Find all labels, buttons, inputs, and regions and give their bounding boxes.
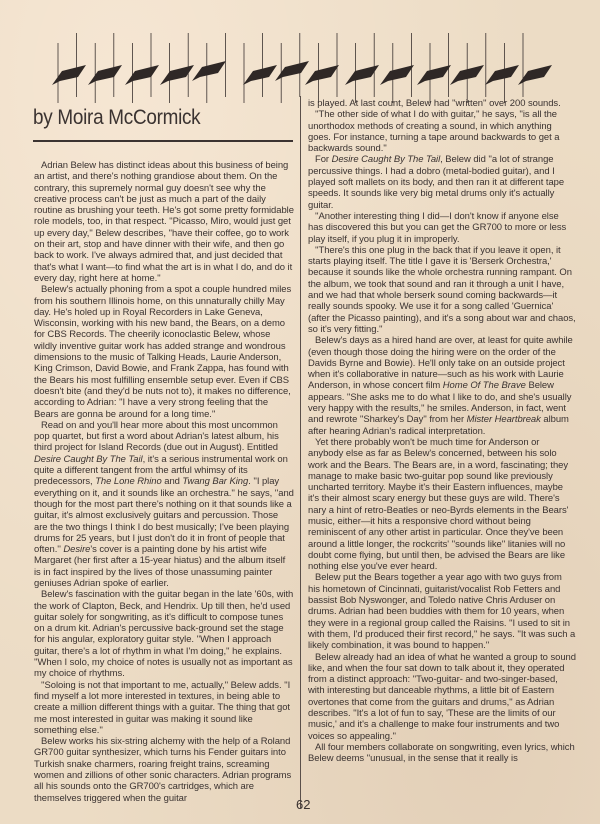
italic-title-text: Desire Caught By The Tail [34, 453, 143, 465]
paragraph [34, 736, 294, 804]
title-glyph [485, 65, 519, 85]
paragraph [34, 420, 294, 589]
body-text: Belew's fascination with the guitar began in the late '60s, with the work of Clapton, Beck, and Hendrix. Up till then, he'd used guitar solely for songwriting, as it's difficult to compose tunes on a drum kit. Adrian's percussive back-ground set the stage for his angular, exploratory guitar style. ''When I approach guitar, there's a lot of rhythm in what I'm doing,'' he explains. ''When I solo, my choice of notes is usually not as important as my choice of rhythms. [34, 589, 294, 680]
body-text: Read on and you'll hear more about this most uncommon pop quartet, but first a word about Adrian's latest album, his third project for Island Records (due out in August). Entitled [34, 419, 279, 454]
body-text: ''There's this one plug in the back that if you leave it open, it starts playing itself. The title I gave it is 'Berserk Orchestra,' because it sounds like the whole orchestra running rampant. On the album, we took that sound and ran it through a unit I have, and we had that whole berserk sound coming backwards—it really sounds spooky. We use it for a song called 'Guernica' (after the Picasso painting), and it's a song about war and chaos, so it's very fitting.'' [308, 244, 576, 335]
title-glyph [125, 65, 159, 85]
stylized-title-logo [40, 25, 560, 105]
paragraph [308, 245, 576, 335]
page-number: 62 [296, 797, 311, 812]
italic-title-text: Mister Heartbreak [466, 414, 541, 426]
italic-title-text: Desire Caught By The Tail [331, 154, 441, 166]
body-text: Belew already had an idea of what he wanted a group to sound like, and when the four sat down to talk about it, they operated from a distinct approach: ''Two-guitar- and two-singer-based, with interesting but danceable rhythms, a little bit of Eastern overtones that come from the guitars and drums,'' as Adrian describes. ''It's a lot of fun to say, 'These are the limits of our music,' and it's a challenge to make four instruments and two voices so appealing.'' [308, 651, 576, 742]
title-glyph [380, 65, 414, 85]
paragraph [308, 154, 576, 210]
title-glyph [417, 65, 451, 85]
paragraph [34, 680, 294, 736]
body-text: 's cover is a painting done by his artist wife Margaret (her first after a 15-year hiatus) and the album itself is in fact inspired by the lives of those unassuming painter geniuses Adrian spoke of earlier. [34, 544, 286, 589]
paragraph [34, 589, 294, 679]
article-column-left [34, 160, 294, 804]
paragraph [308, 742, 576, 765]
body-text: ''Soloing is not that important to me, actually,'' Belew adds. ''I find myself a lot more interested in textures, in being able to create a million different things with a guitar. The thing that got me most interested in guitar was making it sound like something else.'' [34, 679, 291, 736]
italic-title-text: Twang Bar King [182, 476, 249, 488]
paragraph [34, 160, 294, 284]
body-text: and [161, 476, 183, 488]
paragraph [308, 652, 576, 742]
body-text: . ''I play everything on it, and it sounds like an orchestra.'' he says, ''and though for the most part there's nothing on it that sounds like a guitar, it's almost exclusively guitars and percussion. Those are the two things I think I do best musically; I've been playing drums for 25 years, but I just don't do it in front of people that often.'' [34, 476, 294, 556]
body-text: Belew appears. ''She asks me to do what I like to do, and she's usually very happy with the results,'' he smiles. Anderson, in fact, went and rewrote ''Sharkey's Day'' from her [308, 380, 572, 426]
paragraph [308, 98, 576, 109]
italic-title-text: The Lone Rhino [95, 476, 162, 488]
body-text: , Belew did ''a lot of strange percussive things. I had a dobro (metal-bodied guitar), and I played soft mallets on its body, and then ran it at different tape speeds. It sounds like very big metal drums only it's actually guitar. [308, 154, 565, 211]
byline-rule [33, 140, 293, 142]
byline: by Moira McCormick [33, 106, 201, 129]
body-text: For [315, 154, 332, 166]
body-text: Belew's days as a hired hand are over, at least for quite awhile (even though those doing the hiring were on the order of the Davids Byrne and Bowie). He'll only take on an outside project when it's collaborative in nature—such as his work with Laurie Anderson, in whose concert film [308, 335, 573, 392]
body-text: album after hearing Adrian's radical interpretation. [308, 414, 569, 437]
title-glyph [275, 61, 309, 81]
column-divider [300, 96, 301, 808]
body-text: Yet there probably won't be much time for Anderson or anybody else as far as Belew's concerned, between his solo work and the Bears. The Bears are, in a word, fascinating; they manage to make basic two-guitar pop sound like previously uncharted territory. Maybe it's their Eastern influences, maybe it's their almost scary energy but these guys are wild. There's nary a hint of retro-Beatles or neo-Byrds elements in the Bears' music, either—it hits a responsive chord without being reminiscent of any other artist in particular. Once they've been around a little longer, the rockcrits' ''sounds like'' litanies will no doubt come flying, but until then, be advised the Bears are like nothing else you've ever heard. [308, 436, 569, 573]
italic-title-text: Home Of The Brave [442, 380, 526, 392]
title-glyph [192, 61, 226, 81]
title-glyph [305, 65, 339, 85]
body-text: , it's a serious instrumental work on quite a different tangent from the artful whimsy of its predecessors, [34, 453, 288, 488]
title-glyph [160, 65, 194, 85]
paragraph [308, 335, 576, 437]
title-glyph [52, 65, 86, 85]
paragraph [308, 109, 576, 154]
body-text: ''Another interesting thing I did—I don't know if anyone else has discovered this but you can get the GR700 to more or less play itself, if you plug it in improperly. [308, 210, 567, 245]
paragraph [34, 284, 294, 420]
article-column-right [308, 98, 576, 765]
title-glyph [88, 65, 122, 85]
italic-title-text: Desire [63, 544, 91, 556]
body-text: All four members collaborate on songwriting, even lyrics, which Belew deems ''unusual, in the sense that it really is [308, 741, 575, 765]
body-text: Adrian Belew has distinct ideas about this business of being an artist, and there's nothing grandiose about them. On the contrary, this supremely normal guy doesn't see why the creative process can't be just as much a part of the daily routine as brushing your teeth. He's got some pretty formidable role models, too, in that respect. ''Picasso, Miro, would just get up every day,'' Belew describes, ''have their coffee, go to work on their art, stop and have dinner with their wife, and then go back to work. I've always admired that, and just decided that that's what I want—to find what the art is in what I do, and do it every day, right here at home.'' [34, 160, 294, 284]
body-text: Belew put the Bears together a year ago with two guys from his hometown of Cincinnati, guitarist/vocalist Rob Fetters and bassist Bob Nyswonger, and Toledo native Chris Arduser on drums. Adrian had been buddies with them for 10 years, when they were in a regional group called the Raisins. ''I used to sit in with them, I'd produced their first record,'' he says. ''It was such a likely combination, it was bound to happen.'' [308, 572, 576, 652]
paragraph [308, 572, 576, 651]
title-glyph [243, 65, 277, 85]
body-text: Belew's actually phoning from a spot a couple hundred miles from his southern Illinois home, on this unnaturally chilly May day. He's holed up in Royal Recorders in Lake Geneva, Wisconsin, working with his new band, the Bears, on a demo for CBS Records. The cheerily iconoclastic Belew, whose wildly inventive guitar work has added strange and wondrous dimensions to the music of Talking Heads, Laurie Anderson, King Crimson, David Bowie, and Frank Zappa, has found with the Bears his most fulfilling ensemble setup ever. Even if CBS doesn't bite (and they'd be nuts not to), it makes no difference, according to Adrian: ''I have a very strong feeling that the Bears are gonna be around for a long time.'' [34, 284, 292, 420]
body-text: Belew works his six-string alchemy with the help of a Roland GR700 guitar synthesizer, which turns his Fender guitars into Turkish snake charmers, roaring freight trains, screaming women and zillions of other sonic characters. Adrian programs all his sounds onto the GR700's cartridges, which are themselves triggered when the guitar [34, 736, 292, 804]
paragraph [308, 437, 576, 573]
body-text: is played. At last count, Belew had ''written'' over 200 sounds. [308, 98, 561, 109]
body-text: ''The other side of what I do with guitar,'' he says, ''is all the unorthodox methods of creating a sound, in which anything goes. For instance, turning a tape around backwards to get a backwards sound.'' [308, 109, 560, 155]
paragraph [308, 211, 576, 245]
